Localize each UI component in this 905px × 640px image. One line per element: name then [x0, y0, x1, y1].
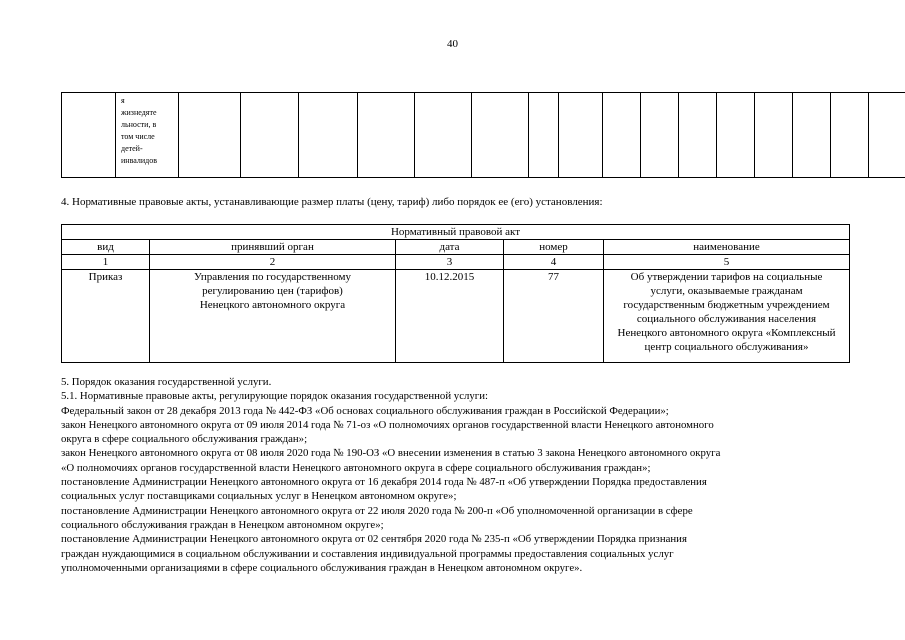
text-line: Об утверждении тарифов на социальные: [630, 271, 823, 283]
continuation-table: [61, 92, 905, 178]
text-line: инвалидов: [121, 156, 157, 165]
column-header: принявший орган: [150, 240, 396, 255]
section-5: [61, 375, 849, 575]
text-line: регулированию цен (тарифов): [202, 285, 343, 297]
text-line: Управления по государственному: [194, 271, 351, 283]
text-line: я: [121, 96, 125, 105]
text-line: жизнедяте: [121, 108, 157, 117]
column-header-row: [62, 240, 850, 255]
legal-act-item: [61, 504, 849, 533]
table-cell: [299, 93, 358, 178]
text-line: государственным бюджетным учреждением: [623, 299, 830, 311]
section-5-heading: 5. Порядок оказания государственной услуги.: [61, 376, 272, 388]
act-name-cell: [604, 270, 850, 363]
service-description-cell: [116, 93, 179, 178]
table-cell: [472, 93, 529, 178]
legal-act-item: [61, 418, 849, 447]
text-line: Ненецкого автономного округа «Комплексный: [617, 327, 836, 339]
table-cell: [679, 93, 717, 178]
column-number-row: [62, 255, 850, 270]
legal-act-item: Федеральный закон от 28 декабря 2013 года № 442-ФЗ «Об основах социального обслуживания граждан в Российской Федерации»;: [61, 404, 669, 417]
table-header-row: [62, 225, 850, 240]
text-line: центр социального обслуживания»: [644, 341, 809, 353]
table-cell: [831, 93, 869, 178]
text-line: граждан нуждающимися в социальном обслуживании и составления индивидуальной программы предоставления социальных услуг: [61, 547, 674, 560]
act-authority-cell: [150, 270, 396, 363]
text-line: «О полномочиях органов государственной власти Ненецкого автономного округа в сфере социального обслуживания граждан»;: [61, 461, 651, 474]
legal-act-item: [61, 446, 849, 475]
table-cell: [603, 93, 641, 178]
text-line: постановление Администрации Ненецкого автономного округа от 02 сентября 2020 года № 235-п «Об утверждении Порядка признания: [61, 533, 687, 546]
text-line: уполномоченными организациями в сфере социального обслуживания граждан в Ненецком автономном округе».: [61, 561, 583, 574]
table-cell: [869, 93, 905, 178]
table-cell: [641, 93, 679, 178]
column-number: 2: [150, 255, 396, 270]
table-cell: [559, 93, 603, 178]
legal-act-item: [61, 532, 849, 575]
table-cell: [529, 93, 559, 178]
legal-act-item: [61, 475, 849, 504]
text-line: льности, в: [121, 120, 157, 129]
table-cell: [241, 93, 299, 178]
text-line: постановление Администрации Ненецкого автономного округа от 16 декабря 2014 года № 487-п «Об утверждении Порядка предоставления: [61, 476, 707, 489]
table-cell: [358, 93, 415, 178]
text-line: округа в сфере социального обслуживания граждан»;: [61, 433, 308, 446]
table-row: [62, 93, 905, 178]
column-number: 5: [604, 255, 850, 270]
act-number-cell: 77: [504, 270, 604, 363]
table-cell: [717, 93, 755, 178]
text-line: социальных услуг поставщиками социальных услуг в Ненецком автономном округе»;: [61, 490, 457, 503]
table-cell: [755, 93, 793, 178]
act-type-cell: Приказ: [62, 270, 150, 363]
page-number: 40: [447, 38, 458, 50]
column-number: 3: [396, 255, 504, 270]
table-cell: [793, 93, 831, 178]
text-line: социального обслуживания граждан в Ненецком автономном округе»;: [61, 518, 384, 531]
section-5-1-heading: 5.1. Нормативные правовые акты, регулирующие порядок оказания государственной услуги:: [61, 390, 488, 403]
column-header: наименование: [604, 240, 850, 255]
table-row: [62, 270, 850, 363]
text-line: том числе: [121, 132, 155, 141]
column-number: 1: [62, 255, 150, 270]
legal-acts-table: [61, 224, 850, 363]
text-line: Ненецкого автономного округа: [199, 299, 346, 311]
text-line: услуги, оказываемые гражданам: [650, 285, 803, 297]
act-date-cell: 10.12.2015: [396, 270, 504, 363]
text-line: постановление Администрации Ненецкого автономного округа от 22 июля 2020 года № 200-п «Об уполномоченной организации в сфере: [61, 504, 693, 517]
section-4-heading: 4. Нормативные правовые акты, устанавливающие размер платы (цену, тариф) либо порядок ее (его) установления:: [61, 196, 603, 208]
table-cell: [62, 93, 116, 178]
column-header: номер: [504, 240, 604, 255]
text-line: детей-: [121, 144, 143, 153]
text-line: социального обслуживания населения: [636, 313, 817, 325]
table-cell: [179, 93, 241, 178]
text-line: закон Ненецкого автономного округа от 09 июля 2014 года № 71-оз «О полномочиях органов государственной власти Ненецкого автономного: [61, 418, 714, 431]
table-cell: [415, 93, 472, 178]
column-header: вид: [62, 240, 150, 255]
column-number: 4: [504, 255, 604, 270]
text-line: закон Ненецкого автономного округа от 08 июля 2020 года № 190-ОЗ «О внесении изменения в статью 3 закона Ненецкого автономного округа: [61, 447, 721, 460]
column-header: дата: [396, 240, 504, 255]
group-header-cell: Нормативный правовой акт: [62, 225, 850, 240]
